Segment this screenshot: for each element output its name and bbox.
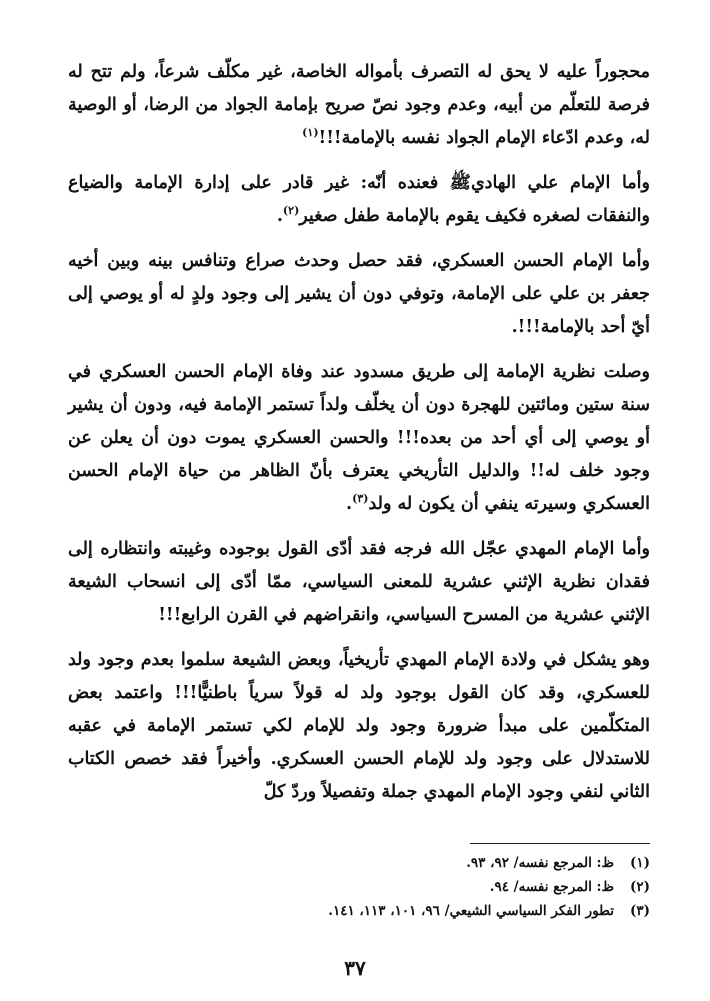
paragraph-4-text: وصلت نظرية الإمامة إلى طريق مسدود عند وفاة الإمام الحسن العسكري في سنة ستين ومائتين للهجرة دون أن يخلّف ولداً تستمر الإمامة فيه، ودون أن يشير أو يوصي إلى أي أحد من بعده!!! والحسن العسكري يموت دون أن يعلن عن وجود خلف له!! والدليل التأريخي يعترف بأنّ الظاهر من حياة الإمام الحسن العسكري وسيرته ينفي أن يكون له ولد: [68, 362, 650, 514]
paragraph-4: [68, 353, 650, 521]
paragraph-3: [68, 242, 650, 344]
footnote-1: [68, 851, 650, 875]
paragraph-6-text: وهو يشكل في ولادة الإمام المهدي تأريخياً، وبعض الشيعة سلموا بعدم وجود ولد للعسكري، وقد كان القول بوجود ولد له قولاً سرياً باطنيًّا!!! واعتمد بعض المتكلّمين على مبدأ ضرورة وجود ولد للإمام لكي تستمر الإمامة في عقبه للاستدلال على وجود ولد للإمام الحسن العسكري. وأخيراً فقد خصص الكتاب الثاني لنفي وجود الإمام المهدي جملة وتفصيلاً وردّ كلّ: [68, 650, 650, 802]
paragraph-6: [68, 641, 650, 809]
footnote-divider: [470, 843, 650, 844]
footnote-2-text: ظ: المرجع نفسه/ ٩٤.: [489, 879, 614, 895]
footnote-2-number: (٢): [629, 879, 650, 895]
paragraph-2-end: .: [276, 206, 283, 226]
paragraph-2-text: وأما الإمام علي الهاديﷺ فعنده أنّه: غير قادر على إدارة الإمامة والضياع والنفقات لصغره فكيف يقوم بالإمامة طفل صغير: [68, 173, 650, 226]
footnote-2: [68, 875, 650, 899]
footnote-3: [68, 899, 650, 923]
paragraph-1-text: محجوراً عليه لا يحق له التصرف بأمواله الخاصة، غير مكلّف شرعاً، ولم تتح له فرصة للتعلّم من أبيه، وعدم وجود نصّ صريح بإمامة الجواد من الرضا، أو الوصية له، وعدم ادّعاء الإمام الجواد نفسه بالإمامة!!!: [68, 62, 650, 148]
footnote-ref-3[interactable]: (٣): [352, 492, 369, 506]
footnote-1-text: ظ: المرجع نفسه/ ٩٢، ٩٣.: [466, 855, 614, 871]
paragraph-5: [68, 530, 650, 632]
footnote-3-text: تطور الفكر السياسي الشيعي/ ٩٦، ١٠١، ١١٣، ١٤١.: [328, 903, 614, 919]
footnote-ref-1[interactable]: (١): [302, 126, 319, 140]
footnote-1-number: (١): [629, 855, 650, 871]
paragraph-1: [68, 56, 650, 155]
footnote-ref-2[interactable]: (٢): [282, 204, 300, 218]
page-number: ٣٧: [344, 956, 366, 980]
paragraph-4-end: .: [346, 494, 353, 514]
paragraph-3-text: وأما الإمام الحسن العسكري، فقد حصل وحدث صراع وتنافس بينه وبين أخيه جعفر بن علي على الإمامة، وتوفي دون أن يشير إلى وجود ولدٍ له أو يوصي إلى أيّ أحد بالإمامة!!!.: [68, 251, 650, 337]
paragraph-2: [68, 164, 650, 233]
footnote-3-number: (٣): [629, 903, 650, 919]
paragraph-5-text: وأما الإمام المهدي عجّل الله فرجه فقد أدّى القول بوجوده وغيبته وانتظاره إلى فقدان نظرية الإثني عشرية للمعنى السياسي، ممّا أدّى إلى انسحاب الشيعة الإثني عشرية من المسرح السياسي، وانقراضهم في القرن الرابع!!!: [68, 539, 650, 625]
footnotes: [68, 851, 650, 923]
